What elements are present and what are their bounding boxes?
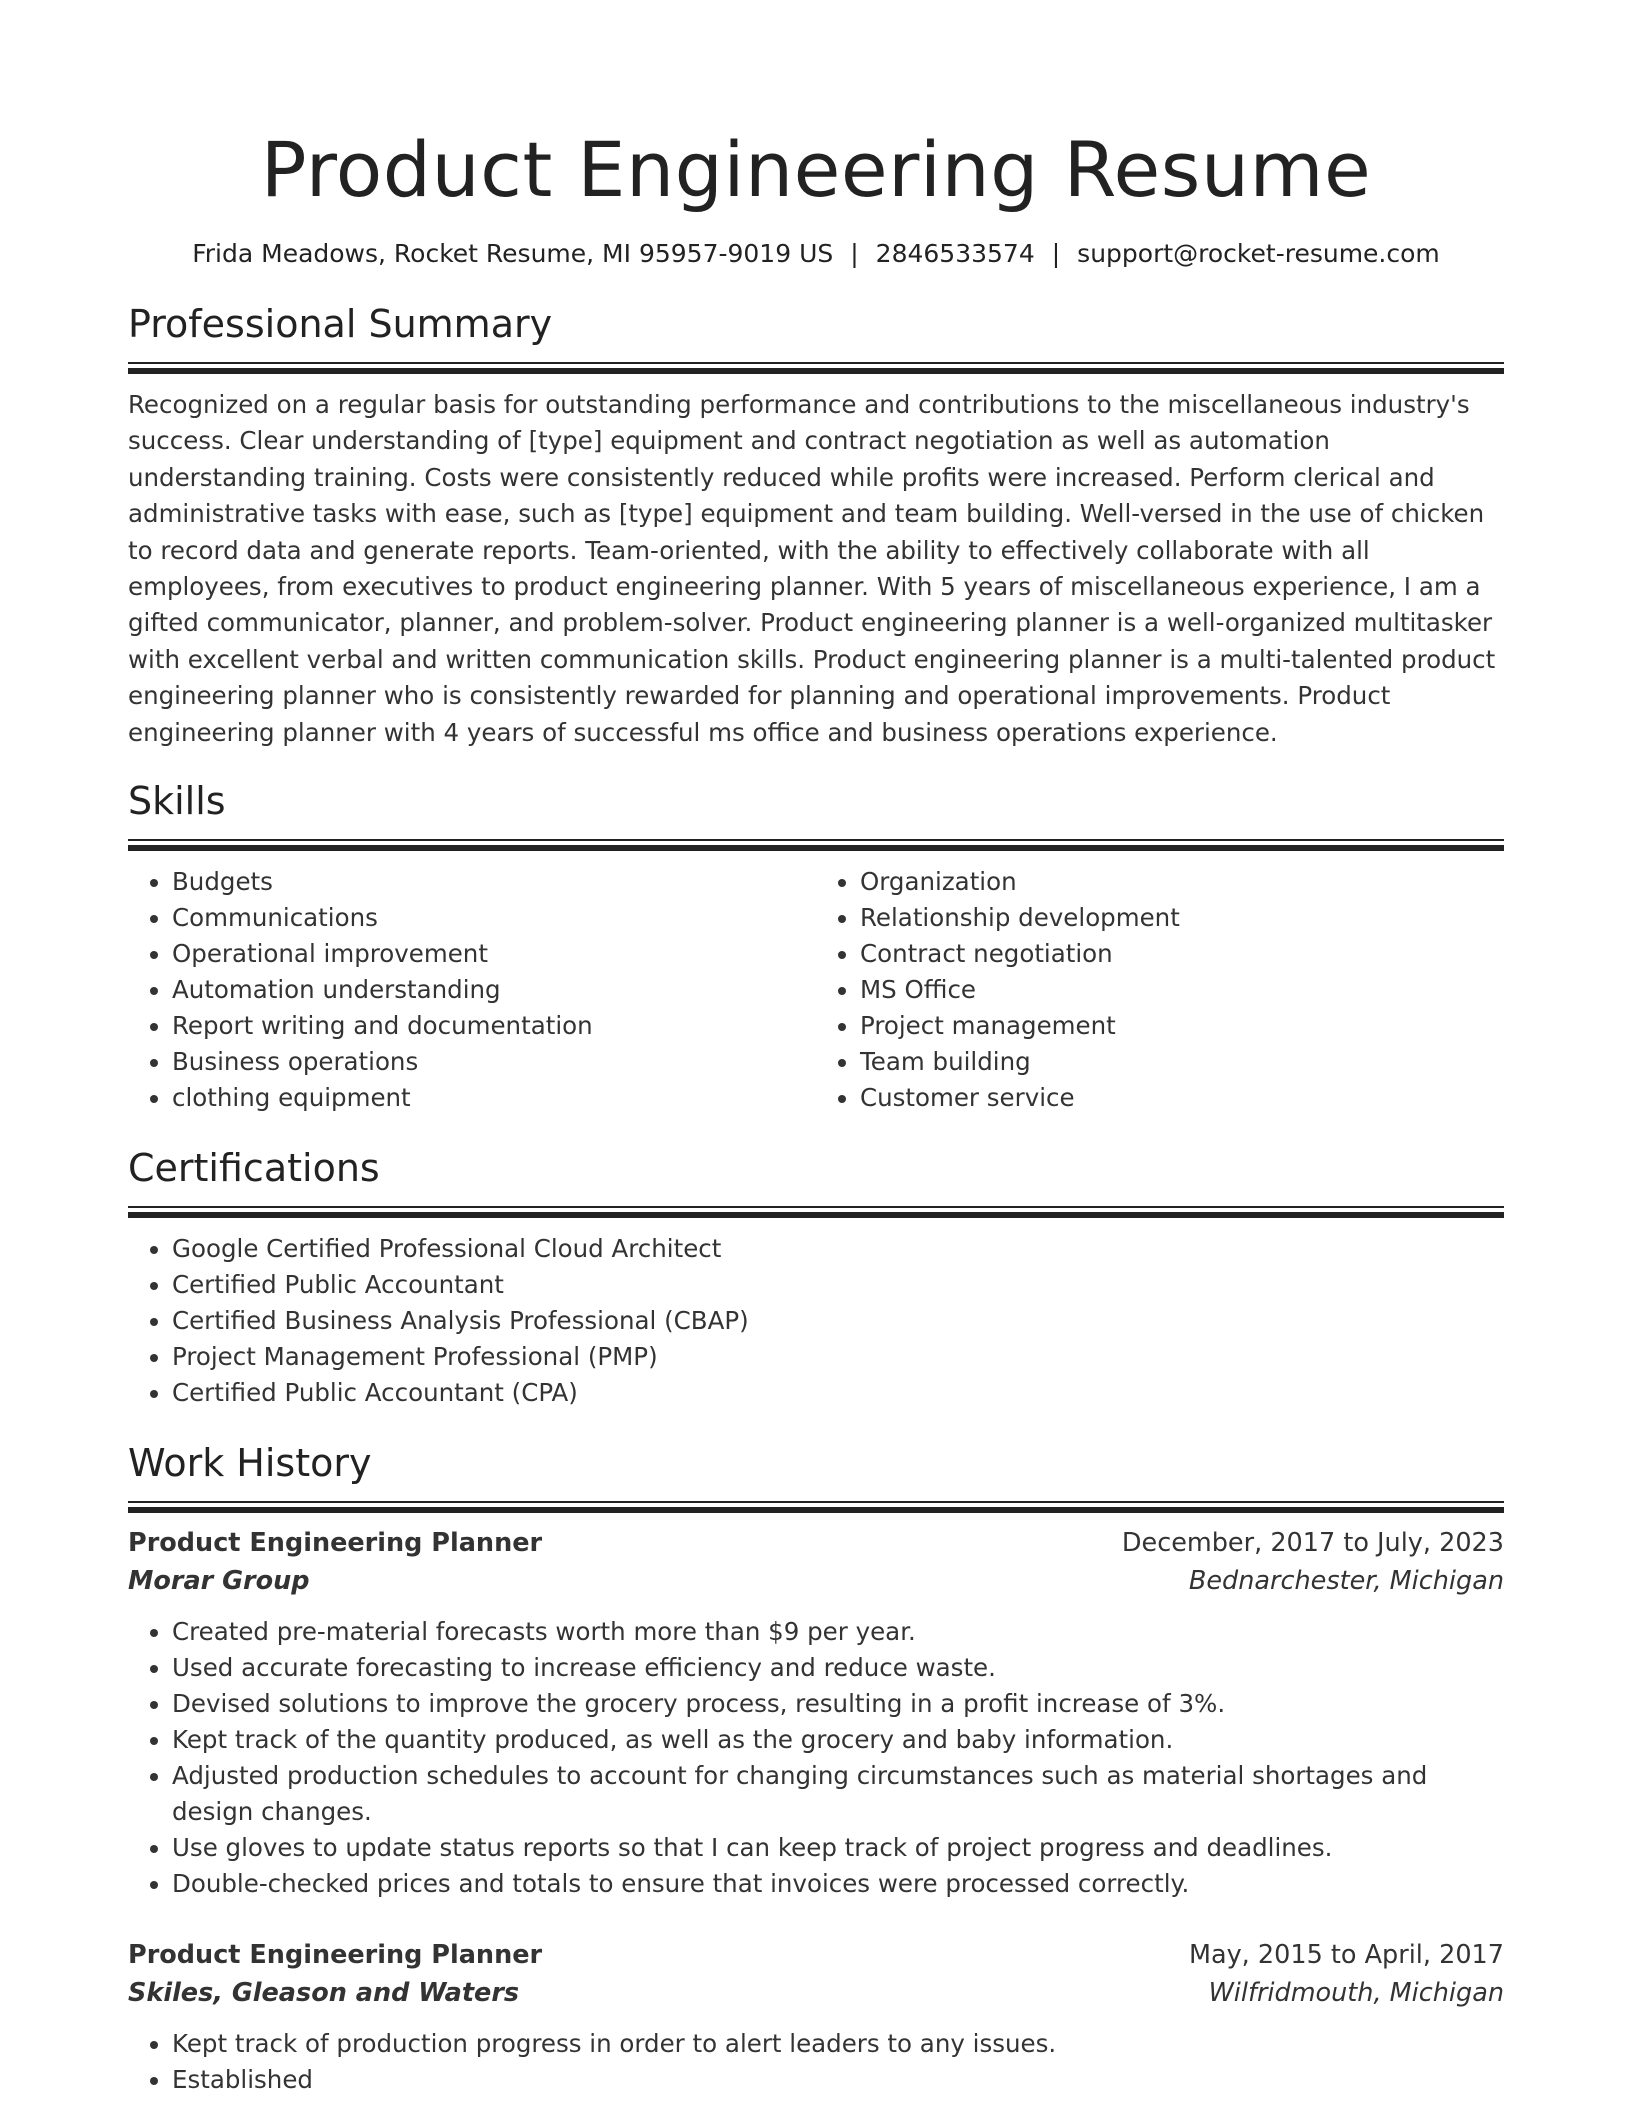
skill-item: • Operational improvement xyxy=(172,936,816,972)
contact-line xyxy=(128,236,1504,272)
job-bullet: • Use gloves to update status reports so that I can keep track of project progress and deadlines. xyxy=(172,1830,1504,1866)
skill-item: • Communications xyxy=(172,900,816,936)
contact-separator: | xyxy=(850,239,859,268)
job-entry xyxy=(128,1936,1504,2098)
job-location: Bednarchester, Michigan xyxy=(1188,1566,1504,1597)
job-title: Product Engineering Planner xyxy=(128,1940,543,1971)
certifications-section xyxy=(128,1140,1504,1411)
section-divider xyxy=(128,1206,1504,1217)
job-bullet: • Used accurate forecasting to increase efficiency and reduce waste. xyxy=(172,1650,1504,1686)
skill-item: • Organization xyxy=(860,864,1504,900)
job-company: Skiles, Gleason and Waters xyxy=(128,1978,520,2009)
certification-item: • Certified Business Analysis Professional (CBAP) xyxy=(172,1303,1504,1339)
job-bullet: • Kept track of production progress in order to alert leaders to any issues. xyxy=(172,2026,1504,2062)
job-header xyxy=(128,1524,1504,1562)
job-bullet: • Created pre-material forecasts worth more than $9 per year. xyxy=(172,1614,1504,1650)
section-divider xyxy=(128,362,1504,373)
job-company: Morar Group xyxy=(128,1566,310,1597)
skill-item: • clothing equipment xyxy=(172,1080,816,1116)
section-heading-certifications: Certifications xyxy=(128,1146,380,1191)
skill-item: • Business operations xyxy=(172,1044,816,1080)
skills-list-right xyxy=(816,864,1504,1116)
resume-page xyxy=(128,0,1504,2098)
job-bullet: • Double-checked prices and totals to ensure that invoices were processed correctly. xyxy=(172,1866,1504,1902)
contact-phone: 2846533574 xyxy=(875,239,1035,268)
section-heading-skills: Skills xyxy=(128,779,226,824)
section-divider xyxy=(128,839,1504,850)
page-title: Product Engineering Resume xyxy=(260,125,1372,214)
summary-section xyxy=(128,296,1504,751)
skill-item: • Automation understanding xyxy=(172,972,816,1008)
skill-item: • MS Office xyxy=(860,972,1504,1008)
certification-item: • Google Certified Professional Cloud Architect xyxy=(172,1231,1504,1267)
skill-item: • Team building xyxy=(860,1044,1504,1080)
section-heading-work-history: Work History xyxy=(128,1441,372,1486)
job-title: Product Engineering Planner xyxy=(128,1528,543,1559)
certifications-list xyxy=(128,1231,1504,1411)
section-divider xyxy=(128,1501,1504,1512)
contact-separator: | xyxy=(1051,239,1061,268)
job-header xyxy=(128,1936,1504,1974)
certification-item: • Certified Public Accountant xyxy=(172,1267,1504,1303)
work-history-section xyxy=(128,1435,1504,2098)
job-bullet: • Devised solutions to improve the grocery process, resulting in a profit increase of 3%. xyxy=(172,1686,1504,1722)
certification-item: • Certified Public Accountant (CPA) xyxy=(172,1375,1504,1411)
skills-section xyxy=(128,773,1504,1116)
job-location: Wilfridmouth, Michigan xyxy=(1208,1978,1504,2009)
job-subheader xyxy=(128,1974,1504,2012)
job-bullet: • Kept track of the quantity produced, as well as the grocery and baby information. xyxy=(172,1722,1504,1758)
skill-item: • Budgets xyxy=(172,864,816,900)
job-bullets xyxy=(128,1614,1504,1902)
certification-item: • Project Management Professional (PMP) xyxy=(172,1339,1504,1375)
job-dates: May, 2015 to April, 2017 xyxy=(1188,1940,1504,1971)
job-bullets xyxy=(128,2026,1504,2098)
job-bullet: • Established xyxy=(172,2062,1504,2098)
skills-list-left xyxy=(128,864,816,1116)
job-subheader xyxy=(128,1562,1504,1600)
summary-text: Recognized on a regular basis for outstanding performance and contributions to the miscellaneous industry's success. Clear understanding of [type] equipment and contract negotiation as well as automation understanding training. Costs were consistently reduced while profits were increased. Perform clerical and administrative tasks with ease, such as [type] equipment and team building. Well-versed in the use of chicken to record data and generate reports. Team-oriented, with the ability to effectively collaborate with all employees, from executives to product engineering planner. With 5 years of miscellaneous experience, I am a gifted communicator, planner, and problem-solver. Product engineering planner is a well-organized multitasker with excellent verbal and written communication skills. Product engineering planner is a multi-talented product engineering planner who is consistently rewarded for planning and operational improvements. Product engineering planner with 4 years of successful ms office and business operations experience. xyxy=(128,390,1496,747)
section-heading-summary: Professional Summary xyxy=(128,302,553,346)
job-bullet: • Adjusted production schedules to account for changing circumstances such as material shortages and design changes. xyxy=(172,1758,1504,1830)
contact-email[interactable]: support@rocket-resume.com xyxy=(1077,239,1440,268)
skill-item: • Project management xyxy=(860,1008,1504,1044)
skills-columns xyxy=(128,864,1504,1116)
job-entry xyxy=(128,1524,1504,1902)
skill-item: • Customer service xyxy=(860,1080,1504,1116)
skill-item: • Relationship development xyxy=(860,900,1504,936)
skill-item: • Report writing and documentation xyxy=(172,1008,816,1044)
contact-address: Frida Meadows, Rocket Resume, MI 95957-9019 US xyxy=(192,239,834,268)
skill-item: • Contract negotiation xyxy=(860,936,1504,972)
job-dates: December, 2017 to July, 2023 xyxy=(1121,1528,1504,1559)
